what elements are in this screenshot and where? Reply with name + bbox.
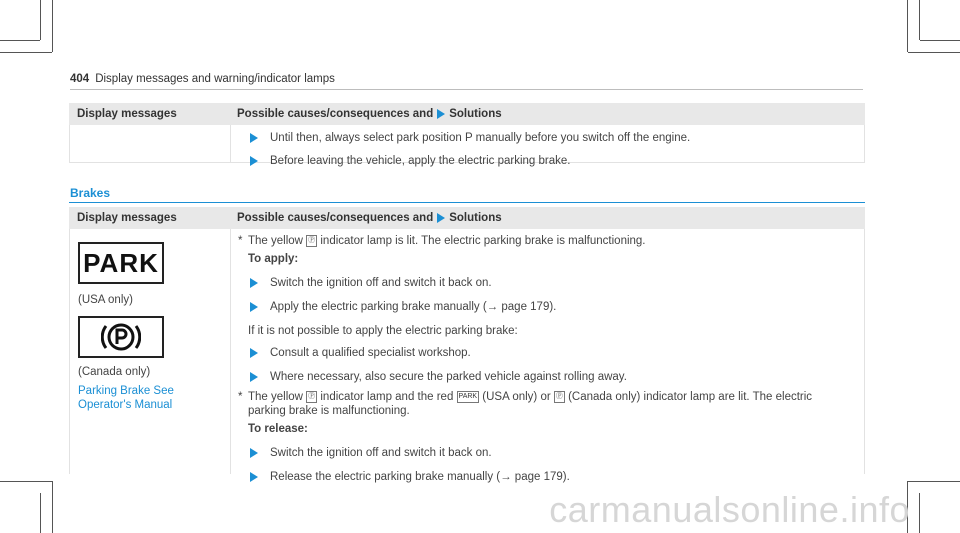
solution-step: Switch the ignition off and switch it back on. [238, 276, 864, 290]
parking-brake-mini-icon: Ⓟ [306, 235, 317, 247]
display-message-cell [78, 242, 228, 412]
solution-arrow-icon [250, 156, 258, 166]
to-release-heading: To release: [248, 423, 308, 435]
table-body [69, 125, 865, 167]
watermark: carmanualsonline.info [549, 489, 910, 530]
crop-mark [52, 481, 53, 533]
section-rule [69, 202, 865, 203]
crop-mark [52, 0, 53, 52]
solution-step: Before leaving the vehicle, apply the electric parking brake. [238, 153, 864, 169]
canada-only-label: (Canada only) [78, 366, 151, 378]
crop-mark [919, 493, 920, 533]
note-1: * The yellow Ⓟ indicator lamp is lit. The electric parking brake is malfunctioning. [238, 235, 646, 247]
parking-brake-mini-icon: Ⓟ [306, 391, 317, 403]
crop-mark [0, 481, 52, 482]
park-mini-icon: PARK [457, 391, 480, 403]
parking-brake-link[interactable]: Parking Brake See Operator's Manual [78, 385, 174, 411]
parking-brake-icon [78, 316, 164, 358]
solution-step: Consult a qualified specialist workshop. [238, 346, 864, 360]
crop-mark [920, 40, 960, 41]
solution-step: Release the electric parking brake manually (→ page 179). [238, 470, 864, 484]
parking-brake-mini-icon: Ⓟ [554, 391, 565, 403]
not-possible-text: If it is not possible to apply the electric parking brake: [248, 325, 518, 337]
solution-step: Apply the electric parking brake manually (→ page 179). [238, 300, 864, 314]
solution-arrow-icon [250, 472, 258, 482]
solution-arrow-icon [437, 213, 445, 223]
crop-mark [40, 493, 41, 533]
page-header-title: Display messages and warning/indicator lamps [95, 73, 335, 85]
solution-step: Where necessary, also secure the parked vehicle against rolling away. [238, 370, 864, 384]
solution-arrow-icon [250, 133, 258, 143]
solution-step: Switch the ignition off and switch it back on. [238, 446, 864, 460]
solution-arrow-icon [437, 109, 445, 119]
note-2: * The yellow Ⓟ indicator lamp and the red PARK (USA only) or Ⓟ (Canada only) indicator lamp are lit. The electric parking brake is malfunctioning. [238, 391, 813, 417]
solution-arrow-icon [250, 348, 258, 358]
solution-arrow-icon [250, 448, 258, 458]
crop-mark [907, 0, 908, 52]
crop-mark [40, 0, 41, 40]
section-title: Brakes [70, 186, 111, 200]
table-header [69, 103, 865, 125]
solution-arrow-icon [250, 278, 258, 288]
col-header-causes: Possible causes/consequences and Solutions [237, 212, 502, 224]
usa-only-label: (USA only) [78, 294, 133, 306]
crop-mark [0, 52, 52, 53]
page-number: 404 [70, 73, 90, 85]
crop-mark [0, 40, 40, 41]
col-header-display-messages: Display messages [77, 108, 177, 120]
col-header-causes: Possible causes/consequences and Solutions [237, 108, 502, 120]
crop-mark [919, 0, 920, 40]
to-apply-heading: To apply: [248, 253, 299, 265]
crop-mark [908, 481, 960, 482]
crop-mark [908, 52, 960, 53]
page-header [70, 73, 335, 85]
brakes-table [69, 207, 865, 483]
park-symbol-icon: PARK [78, 242, 164, 284]
table-body [69, 229, 865, 483]
col-header-display-messages: Display messages [77, 212, 177, 224]
table-header [69, 207, 865, 229]
solution-arrow-icon [250, 372, 258, 382]
header-rule [70, 89, 863, 90]
solution-arrow-icon [250, 302, 258, 312]
continued-table [69, 103, 865, 167]
solution-step: Until then, always select park position P manually before you switch off the engine. [238, 130, 864, 146]
